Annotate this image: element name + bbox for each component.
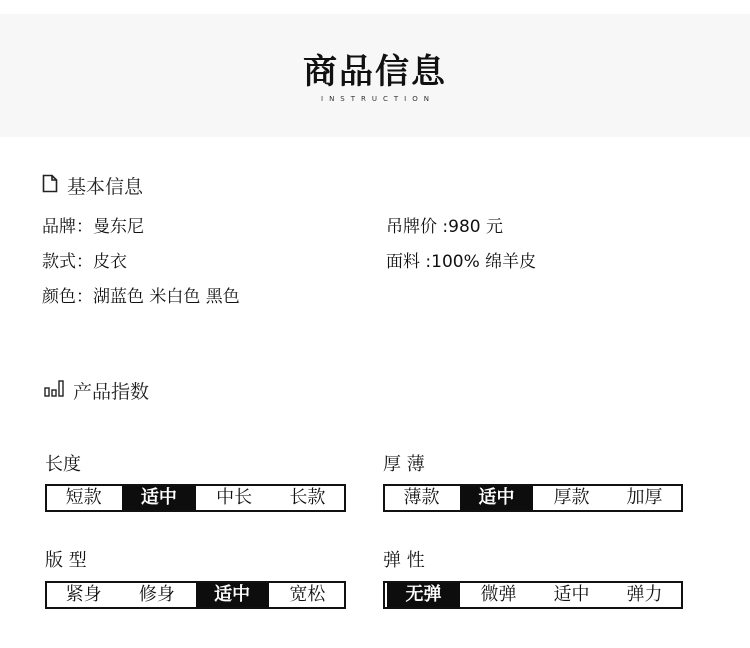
material-field: 面料 :100% 绵羊皮 [386, 252, 537, 272]
elasticity-option-2: 微弹 [480, 584, 517, 605]
thickness-option-4: 加厚 [626, 487, 663, 508]
thickness-option-1: 薄款 [403, 487, 440, 508]
basic-info-heading [42, 172, 143, 199]
elasticity-option-3: 适中 [553, 584, 590, 605]
bar-chart-icon [44, 379, 64, 402]
brand-field: 品牌：曼东尼 [42, 217, 144, 237]
length-option-2: 适中 [122, 486, 195, 510]
length-option-3: 中长 [216, 487, 253, 508]
style-field: 款式：皮衣 [42, 252, 127, 272]
thickness-option-2: 适中 [460, 486, 533, 510]
fit-option-2: 修身 [138, 584, 175, 605]
fit-label: 版 型 [45, 550, 87, 571]
length-scale [45, 484, 346, 512]
page-title: 商品信息 [303, 52, 447, 92]
length-option-4: 长款 [289, 487, 326, 508]
fit-option-1: 紧身 [65, 584, 102, 605]
thickness-scale [383, 484, 683, 512]
basic-info-title: 基本信息 [67, 176, 144, 198]
color-field: 颜色：湖蓝色 米白色 黑色 [42, 287, 240, 307]
fit-scale [45, 581, 346, 609]
length-label: 长度 [45, 454, 81, 475]
thickness-label: 厚 薄 [383, 454, 425, 475]
document-icon [42, 174, 58, 198]
thickness-option-3: 厚款 [553, 487, 590, 508]
length-option-1: 短款 [65, 487, 102, 508]
page-subtitle: INSTRUCTION [321, 95, 435, 103]
tag-price-field: 吊牌价 :980 元 [386, 217, 503, 237]
elasticity-option-4: 弹力 [626, 584, 663, 605]
product-index-title: 产品指数 [73, 381, 150, 403]
elasticity-label: 弹 性 [383, 550, 425, 571]
elasticity-option-1: 无弹 [387, 583, 460, 607]
product-index-heading [44, 377, 149, 404]
elasticity-scale [383, 581, 683, 609]
fit-option-3: 适中 [196, 583, 269, 607]
fit-option-4: 宽松 [289, 584, 326, 605]
